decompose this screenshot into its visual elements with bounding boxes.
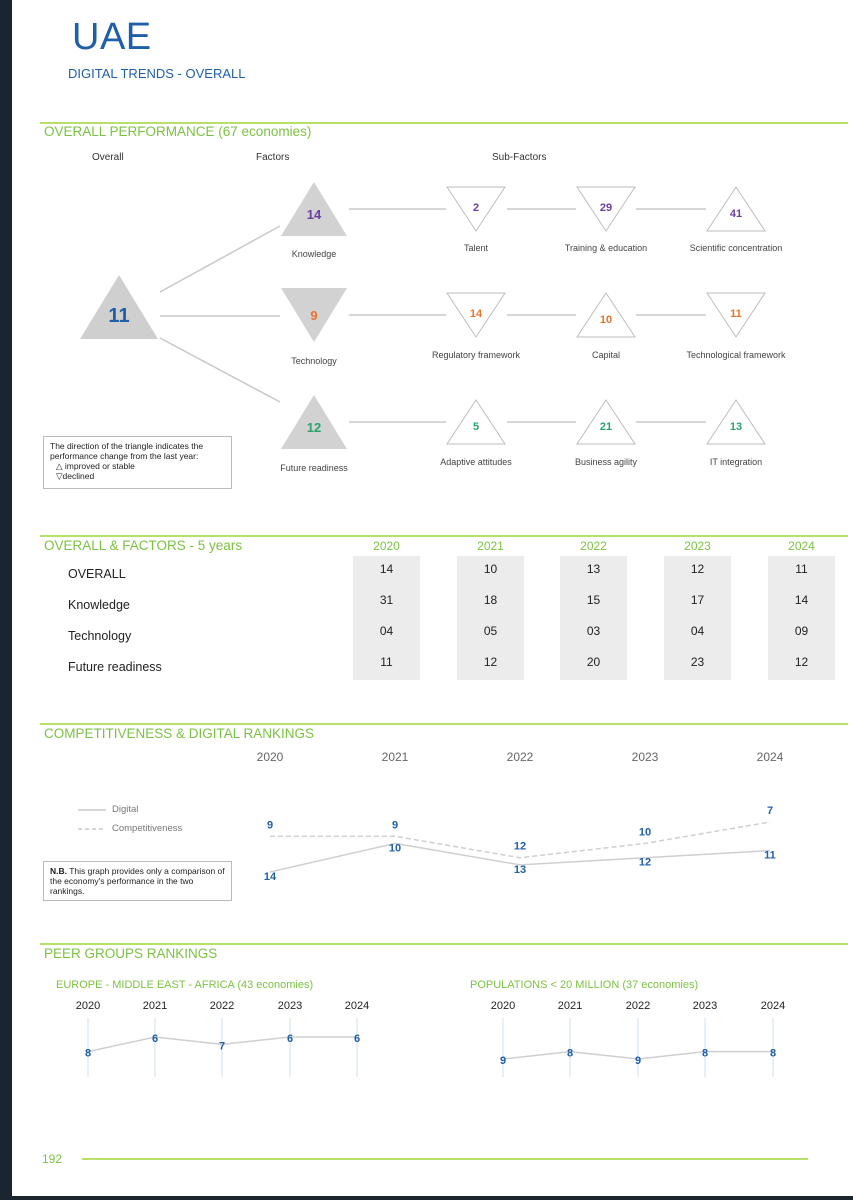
subfactor-label-it-integration: IT integration — [709, 457, 763, 467]
competitiveness-data-label: 10 — [638, 826, 652, 839]
subfactor-label-scientific-concentration: Scientific concentration — [689, 243, 783, 253]
column-header-overall: Overall — [92, 152, 124, 163]
chart-year-label: 2024 — [756, 750, 784, 764]
peer-data-label: 8 — [84, 1047, 92, 1060]
overall-rank: 11 — [108, 305, 130, 327]
table-year-header: 2020 — [373, 539, 400, 553]
peer-year-label: 2023 — [692, 1000, 718, 1012]
column-header-subfactors: Sub-Factors — [492, 152, 547, 163]
competitiveness-data-label: 9 — [391, 819, 399, 832]
subfactor-rank: 5 — [472, 421, 480, 433]
peer-data-label: 7 — [218, 1040, 226, 1053]
page-subtitle: DIGITAL TRENDS - OVERALL — [68, 66, 246, 81]
table-year-header: 2023 — [684, 539, 711, 553]
note-text: This graph provides only a comparison of the economy's performance in the two rankings. — [50, 866, 225, 896]
competitiveness-data-label: 7 — [766, 805, 774, 817]
digital-data-label: 14 — [263, 871, 277, 883]
table-row-label-technology: Technology — [68, 629, 132, 643]
chart-legend-swatches — [78, 804, 108, 834]
peer-data-label: 9 — [634, 1055, 642, 1067]
factor-rank: 14 — [306, 207, 322, 222]
peer-year-label: 2022 — [625, 1000, 651, 1012]
page-title: UAE — [72, 16, 152, 58]
table-cell: 15 — [586, 593, 601, 607]
subfactor-label-adaptive-attitudes: Adaptive attitudes — [440, 457, 512, 467]
peer-group-emea-title: EUROPE - MIDDLE EAST - AFRICA (43 economies) — [56, 979, 314, 991]
section-divider — [40, 943, 848, 945]
table-cell: 20 — [586, 655, 601, 669]
subfactor-label-talent: Talent — [463, 243, 489, 253]
competitiveness-data-label: 9 — [266, 819, 274, 832]
five-years-title: OVERALL & FACTORS - 5 years — [44, 538, 243, 553]
peer-year-label: 2024 — [344, 1000, 370, 1012]
legend-line: The direction of the triangle indicates the — [50, 441, 204, 451]
digital-data-label: 13 — [513, 863, 527, 876]
legend-line-improved: △ improved or stable — [56, 461, 135, 471]
peer-groups-title: PEER GROUPS RANKINGS — [44, 946, 218, 961]
subfactor-rank: 14 — [469, 308, 483, 320]
footer-line — [82, 1158, 808, 1160]
competitiveness-data-label: 12 — [513, 840, 527, 853]
table-cell: 12 — [690, 562, 705, 576]
peer-data-label: 6 — [286, 1033, 294, 1045]
peer-data-label: 9 — [499, 1055, 507, 1067]
overall-performance-title: OVERALL PERFORMANCE (67 economies) — [44, 124, 312, 139]
peer-data-label: 8 — [566, 1047, 574, 1060]
page-number: 192 — [42, 1152, 63, 1166]
connector-line — [160, 338, 280, 402]
competitiveness-digital-title: COMPETITIVENESS & DIGITAL RANKINGS — [44, 726, 315, 741]
table-cell: 13 — [586, 562, 601, 576]
table-cell: 10 — [483, 562, 498, 576]
table-cell: 05 — [483, 624, 498, 638]
subfactor-label-capital: Capital — [591, 350, 620, 360]
factor-label-technology: Technology — [291, 356, 337, 366]
table-cell: 12 — [794, 655, 809, 669]
peer-year-label: 2023 — [277, 1000, 303, 1012]
table-cell: 03 — [586, 624, 601, 638]
peer-year-label: 2020 — [75, 1000, 101, 1012]
subfactor-rank: 10 — [599, 314, 613, 326]
digital-data-label: 12 — [638, 856, 652, 869]
subfactor-rank: 2 — [472, 202, 480, 214]
digital-data-label: 10 — [388, 842, 402, 855]
chart-year-label: 2022 — [506, 750, 534, 764]
peer-groups-charts — [12, 1015, 853, 1085]
factor-label-knowledge: Knowledge — [291, 249, 337, 259]
peer-year-label: 2024 — [760, 1000, 786, 1012]
table-cell: 23 — [690, 655, 705, 669]
legend-label-competitiveness: Competitiveness — [112, 823, 183, 834]
table-cell: 11 — [380, 655, 393, 669]
table-row-label-overall: OVERALL — [68, 567, 126, 581]
subfactor-rank: 41 — [729, 208, 743, 220]
table-cell: 18 — [483, 593, 498, 607]
table-cell: 17 — [690, 593, 705, 607]
legend-label-digital: Digital — [112, 804, 139, 815]
triangle-direction-legend — [43, 436, 232, 489]
table-cell: 14 — [794, 593, 809, 607]
chart-year-label: 2023 — [631, 750, 659, 764]
digital-data-label: 11 — [764, 849, 776, 862]
peer-data-label: 8 — [701, 1047, 709, 1060]
table-cell: 14 — [379, 562, 394, 576]
peer-year-label: 2021 — [142, 1000, 168, 1012]
legend-line: performance change from the last year: — [50, 451, 199, 461]
table-cell: 04 — [379, 624, 394, 638]
peer-year-label: 2020 — [490, 1000, 516, 1012]
factor-rank: 12 — [306, 420, 322, 435]
connector-line — [160, 226, 280, 292]
table-row-label-knowledge: Knowledge — [68, 598, 130, 612]
subfactor-label-business-agility: Business agility — [574, 457, 638, 467]
table-cell: 04 — [690, 624, 705, 638]
peer-group-population-title: POPULATIONS < 20 MILLION (37 economies) — [470, 979, 699, 991]
chart-note-box — [43, 861, 232, 901]
section-divider — [40, 535, 848, 537]
table-cell: 11 — [795, 562, 808, 576]
table-year-header: 2021 — [477, 539, 504, 553]
subfactor-label-training-education: Training & education — [564, 243, 648, 253]
factor-label-future-readiness: Future readiness — [280, 463, 348, 473]
table-cell: 31 — [379, 593, 394, 607]
table-cell: 09 — [794, 624, 809, 638]
table-row-label-future-readiness: Future readiness — [68, 660, 162, 674]
report-page — [12, 0, 853, 1196]
table-cell: 12 — [483, 655, 498, 669]
subfactor-rank: 21 — [599, 421, 613, 433]
section-divider — [40, 723, 848, 725]
peer-year-label: 2021 — [557, 1000, 583, 1012]
table-year-header: 2022 — [580, 539, 607, 553]
factor-rank: 9 — [310, 308, 318, 323]
note-bold: N.B. — [50, 866, 67, 876]
subfactor-rank: 13 — [729, 421, 743, 433]
subfactor-rank: 29 — [599, 202, 613, 214]
subfactor-rank: 11 — [730, 308, 742, 320]
peer-data-label: 8 — [769, 1047, 777, 1060]
table-year-header: 2024 — [788, 539, 815, 553]
peer-data-label: 6 — [151, 1033, 159, 1045]
chart-year-label: 2021 — [381, 750, 409, 764]
subfactor-label-technological-framework: Technological framework — [686, 350, 786, 360]
chart-year-label: 2020 — [256, 750, 284, 764]
column-header-factors: Factors — [256, 152, 290, 163]
peer-year-label: 2022 — [209, 1000, 235, 1012]
legend-line-declined: ▽declined — [56, 471, 95, 481]
subfactor-label-regulatory-framework: Regulatory framework — [431, 350, 521, 360]
peer-data-label: 6 — [353, 1033, 361, 1045]
